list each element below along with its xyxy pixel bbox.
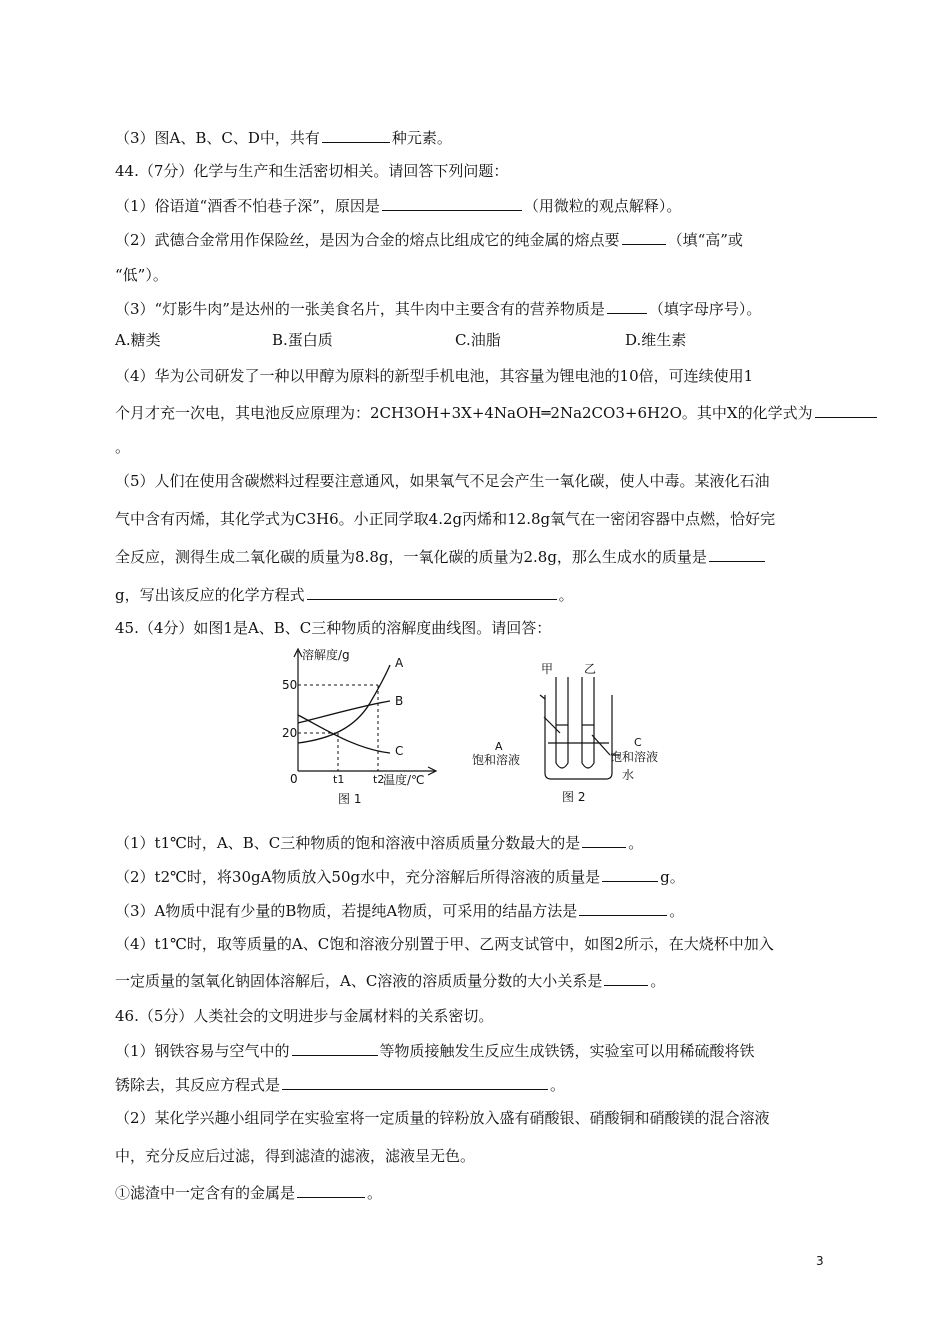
answer-blank[interactable] — [297, 1182, 365, 1198]
line-text-after: 等物质接触发生反应生成铁锈，实验室可以用稀硫酸将铁 — [379, 1042, 755, 1060]
line-text: 44.（7分）化学与生产和生活密切相关。请回答下列问题： — [115, 162, 509, 180]
tick-20: 20 — [282, 726, 298, 740]
text-line — [115, 832, 643, 853]
text-line — [115, 970, 665, 991]
text-line — [115, 127, 452, 148]
text-line — [115, 1146, 475, 1166]
curve-b — [298, 701, 390, 723]
curve-a-label: A — [395, 656, 404, 670]
answer-blank[interactable] — [709, 546, 765, 562]
test-tube-yi — [582, 677, 594, 768]
line-text: （3）A物质中混有少量的B物质，若提纯A物质，可采用的结晶方法是 — [115, 902, 578, 920]
answer-blank[interactable] — [282, 1074, 548, 1090]
text-line — [115, 366, 753, 386]
text-line — [115, 546, 767, 567]
line-text: “低”）。 — [115, 266, 168, 284]
line-text-after: 。 — [558, 586, 574, 604]
answer-blank[interactable] — [604, 970, 648, 986]
text-line — [115, 1108, 770, 1128]
answer-blank[interactable] — [307, 584, 557, 600]
line-text: （2）某化学兴趣小组同学在实验室将一定质量的锌粉放入盛有硝酸银、硝酸铜和硝酸镁的混合溶液 — [115, 1109, 770, 1127]
text-line — [115, 900, 684, 921]
curve-c — [298, 715, 390, 753]
answer-blank[interactable] — [292, 1040, 378, 1056]
line-text-after: 。 — [550, 1076, 566, 1094]
text-line — [115, 265, 168, 285]
label-a: A — [495, 740, 503, 753]
line-text: 一定质量的氢氧化钠固体溶解后，A、C溶液的溶质质量分数的大小关系是 — [115, 972, 603, 990]
page-number: 3 — [816, 1254, 824, 1268]
line-text-after: 种元素。 — [391, 129, 452, 147]
line-text: （2）t2℃时，将30gA物质放入50g水中，充分溶解后所得溶液的质量是 — [115, 868, 601, 886]
line-text: 。 — [115, 438, 131, 456]
line-text-after: 。 — [367, 1184, 383, 1202]
figure-2-caption: 图 2 — [562, 790, 586, 804]
line-text: （2）武德合金常用作保险丝，是因为合金的熔点比组成它的纯金属的熔点要 — [115, 231, 620, 249]
line-text: （3）图A、B、C、D中，共有 — [115, 129, 320, 147]
text-line — [115, 584, 574, 605]
text-line — [115, 229, 743, 250]
text-line — [115, 1074, 565, 1095]
text-line — [115, 195, 681, 216]
line-text-after: （填“高”或 — [667, 231, 743, 249]
line-text: （3）“灯影牛肉”是达州的一张美食名片，其牛肉中主要含有的营养物质是 — [115, 300, 605, 318]
answer-blank[interactable] — [622, 229, 666, 245]
label-c: C — [634, 736, 642, 749]
answer-blank[interactable] — [815, 402, 877, 418]
tick-50: 50 — [282, 678, 298, 692]
line-text: g，写出该反应的化学方程式 — [115, 586, 305, 604]
text-line — [115, 1182, 382, 1203]
tick-t1: t1 — [333, 773, 345, 786]
line-text: 46.（5分）人类社会的文明进步与金属材料的关系密切。 — [115, 1007, 494, 1025]
option-c: C.油脂 — [455, 331, 501, 349]
tick-t2: t2 — [373, 773, 385, 786]
y-axis-label: 溶解度/g — [302, 648, 350, 662]
answer-blank[interactable] — [607, 298, 647, 314]
answer-blank[interactable] — [579, 900, 667, 916]
test-tube-jia — [556, 677, 568, 768]
option-b: B.蛋白质 — [272, 331, 333, 349]
line-text-after: g。 — [660, 868, 685, 886]
line-text-after: （用微粒的观点解释）。 — [523, 197, 682, 215]
answer-blank[interactable] — [382, 195, 522, 211]
line-text-after: 。 — [650, 972, 666, 990]
right-solution-label: 饱和溶液 — [610, 750, 659, 764]
text-line — [115, 1006, 493, 1026]
beaker-lip — [540, 695, 545, 699]
line-text: （1）t1℃时，A、B、C三种物质的饱和溶液中溶质质量分数最大的是 — [115, 834, 581, 852]
line-text-after: 。 — [669, 902, 685, 920]
figure-1-solubility-chart — [270, 643, 445, 808]
line-text: 锈除去，其反应方程式是 — [115, 1076, 281, 1094]
pointer-right — [592, 735, 610, 755]
text-line — [115, 161, 508, 181]
curve-c-label: C — [395, 744, 404, 758]
x-axis-label: 温度/℃ — [383, 773, 425, 787]
text-line — [115, 437, 130, 457]
left-solution-label: 饱和溶液 — [472, 753, 521, 767]
line-text: 中，充分反应后过滤，得到滤渣的滤液，滤液呈无色。 — [115, 1147, 476, 1165]
text-line — [115, 618, 551, 638]
line-text: （1）俗语道“酒香不怕巷子深”，原因是 — [115, 197, 380, 215]
text-line — [115, 509, 775, 529]
line-text: 气中含有丙烯，其化学式为C3H6。小正同学取4.2g丙烯和12.8g氧气在一密闭容器中点燃，恰好完 — [115, 510, 776, 528]
line-text-after: 。 — [628, 834, 644, 852]
answer-blank[interactable] — [322, 127, 390, 143]
text-line — [115, 934, 774, 954]
line-text-after: （填字母序号）。 — [648, 300, 762, 318]
text-line — [115, 298, 761, 319]
text-line — [115, 866, 685, 887]
text-line — [115, 402, 879, 423]
line-text: （4）t1℃时，取等质量的A、C饱和溶液分别置于甲、乙两支试管中，如图2所示，在大烧杯中加入 — [115, 935, 774, 953]
line-text: 个月才充一次电，其电池反应原理为：2CH3OH+3X+4NaOH═2Na2CO3+6H2O。其中X的化学式为 — [115, 404, 813, 422]
answer-blank[interactable] — [582, 832, 626, 848]
tube-yi-label: 乙 — [584, 662, 597, 676]
tube-jia-label: 甲 — [541, 662, 554, 676]
option-a: A.糖类 — [115, 331, 161, 349]
line-text: 45.（4分）如图1是A、B、C三种物质的溶解度曲线图。请回答： — [115, 619, 552, 637]
curve-b-label: B — [395, 694, 404, 708]
water-label: 水 — [622, 768, 635, 782]
option-d: D.维生素 — [625, 331, 687, 349]
line-text: ①滤渣中一定含有的金属是 — [115, 1184, 296, 1202]
origin-label: 0 — [290, 772, 298, 786]
beaker — [545, 695, 612, 779]
figure-1-caption: 图 1 — [338, 792, 362, 806]
text-line — [115, 1040, 755, 1061]
line-text: （5）人们在使用含碳燃料过程要注意通风，如果氧气不足会产生一氧化碳，使人中毒。某液化石油 — [115, 472, 770, 490]
line-text: （4）华为公司研发了一种以甲醇为原料的新型手机电池，其容量为锂电池的10倍，可连续使用1 — [115, 367, 754, 385]
answer-blank[interactable] — [602, 866, 658, 882]
figure-2-apparatus — [470, 655, 700, 805]
line-text: （1）钢铁容易与空气中的 — [115, 1042, 290, 1060]
text-line — [115, 471, 770, 491]
line-text: 全反应，测得生成二氧化碳的质量为8.8g，一氧化碳的质量为2.8g，那么生成水的质量是 — [115, 548, 707, 566]
